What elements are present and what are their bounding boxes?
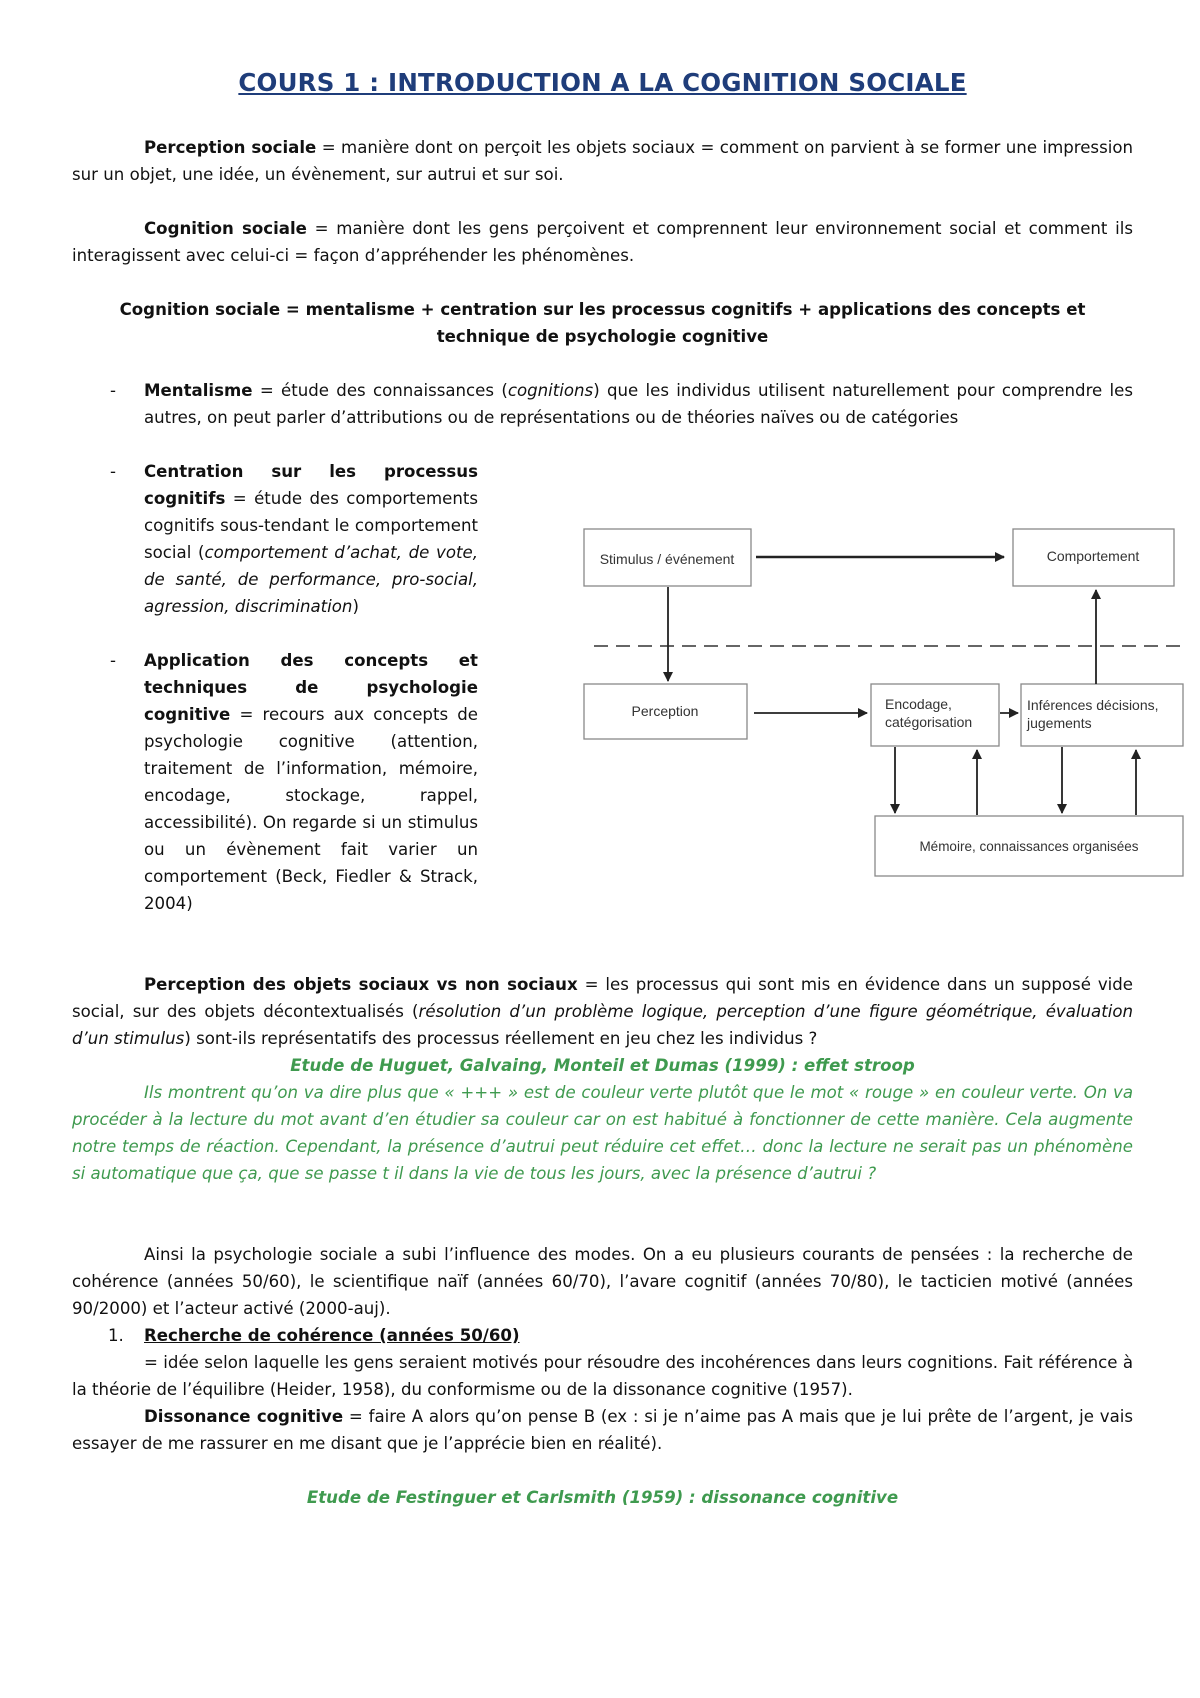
study-festinguer-heading: Etude de Festinguer et Carlsmith (1959) : dissonance cognitive xyxy=(306,1488,899,1507)
paragraph-courants: Ainsi la psychologie sociale a subi l’influence des modes. On a eu plusieurs courants de pensées : la recherche de cohérence (années 50/60), le scientifique naïf (années 60/70), l’avare cognitif (années 70/80), le tacticien motivé (années 90/2000) et l’acteur activé (2000-auj). xyxy=(72,1245,1133,1318)
page-title: COURS 1 : INTRODUCTION A LA COGNITION SOCIALE xyxy=(238,68,967,97)
paragraph-dissonance: Dissonance cognitive = faire A alors qu’on pense B (ex : si je n’aime pas A mais que je lui prête de l’argent, je vais essayer de me rassurer en me disant que je l’apprécie bien en réalité). xyxy=(72,1407,1133,1453)
term-perception-sociale: Perception sociale xyxy=(144,138,317,157)
cognition-process-diagram xyxy=(512,510,1159,880)
bullet-application: - Application des concepts et techniques de psychologie cognitive = recours aux concepts de psychologie cognitive (attention, traitement de l’information, mémoire, encodage, stockage, rappel, accessibilité). On regarde si un stimulus ou un évènement fait varier un comportement (Beck, Fiedler & Strack, 2004) xyxy=(72,647,478,917)
study-huguet-heading: Etude de Huguet, Galvaing, Monteil et Dumas (1999) : effet stroop xyxy=(290,1056,915,1075)
categorisation-label: catégorisation xyxy=(885,714,973,730)
paragraph-objets-sociaux: Perception des objets sociaux vs non sociaux = les processus qui sont mis en évidence dans un supposé vide social, sur des objets décontextualisés (résolution d’un problème logique, perception d’une figure géométrique, évaluation d’un stimulus) sont-ils représentatifs des processus réellement en jeu chez les individus ? xyxy=(72,975,1133,1048)
bullet-dash: - xyxy=(110,651,116,670)
jugements-label: jugements xyxy=(1027,715,1092,731)
memoire-label: Mémoire, connaissances organisées xyxy=(919,839,1139,854)
definition-summary: Cognition sociale = mentalisme + centration sur les processus cognitifs + applications des concepts et technique de psychologie cognitive xyxy=(119,300,1086,346)
section-number: 1. xyxy=(108,1326,124,1345)
paragraph-perception-sociale: Perception sociale = manière dont on perçoit les objets sociaux = comment on parvient à se former une impression sur un objet, une idée, un évènement, sur autrui et sur soi. xyxy=(72,138,1133,184)
study-huguet-text: Ils montrent qu’on va dire plus que « +++ » est de couleur verte plutôt que le mot « rouge » en couleur verte. On va procéder à la lecture du mot avant d’en étudier sa couleur car on est habitué à fonctionner de cette manière. Cela augmente notre temps de réaction. Cependant, la présence d’autrui peut réduire cet effet… donc la lecture ne serait pas un phénomène si automatique que ça, que se passe t il dans la vie de tous les jours, avec la présence d’autrui ? xyxy=(72,1083,1133,1183)
perception-label: Perception xyxy=(631,703,699,719)
term-cognition-sociale: Cognition sociale xyxy=(144,219,307,238)
bullet-dash: - xyxy=(110,462,116,481)
section-title: Recherche de cohérence (années 50/60) xyxy=(144,1326,520,1345)
encodage-label: Encodage, xyxy=(885,696,952,712)
bullet-centration: - Centration sur les processus cognitifs = étude des comportements cognitifs sous-tendant le comportement social (comportement d’achat, de vote, de santé, de performance, pro-social, agression, discrimination) xyxy=(72,458,478,620)
inferences-label: Inférences décisions, xyxy=(1027,697,1159,713)
stimulus-label: Stimulus / événement xyxy=(599,551,735,567)
bullet-dash: - xyxy=(110,381,116,400)
paragraph-cognition-sociale: Cognition sociale = manière dont les gens perçoivent et comprennent leur environnement social et comment ils interagissent avec celui-ci = façon d’appréhender les phénomènes. xyxy=(72,219,1133,265)
paragraph-coherence: = idée selon laquelle les gens seraient motivés pour résoudre des incohérences dans leurs cognitions. Fait référence à la théorie de l’équilibre (Heider, 1958), du conformisme ou de la dissonance cognitive (1957). xyxy=(72,1353,1133,1399)
bullet-mentalisme: - Mentalisme = étude des connaissances (cognitions) que les individus utilisent naturellement pour comprendre les autres, on peut parler d’attributions ou de représentations ou de théories naïves ou de catégories xyxy=(72,377,1133,431)
comportement-label: Comportement xyxy=(1046,548,1140,564)
